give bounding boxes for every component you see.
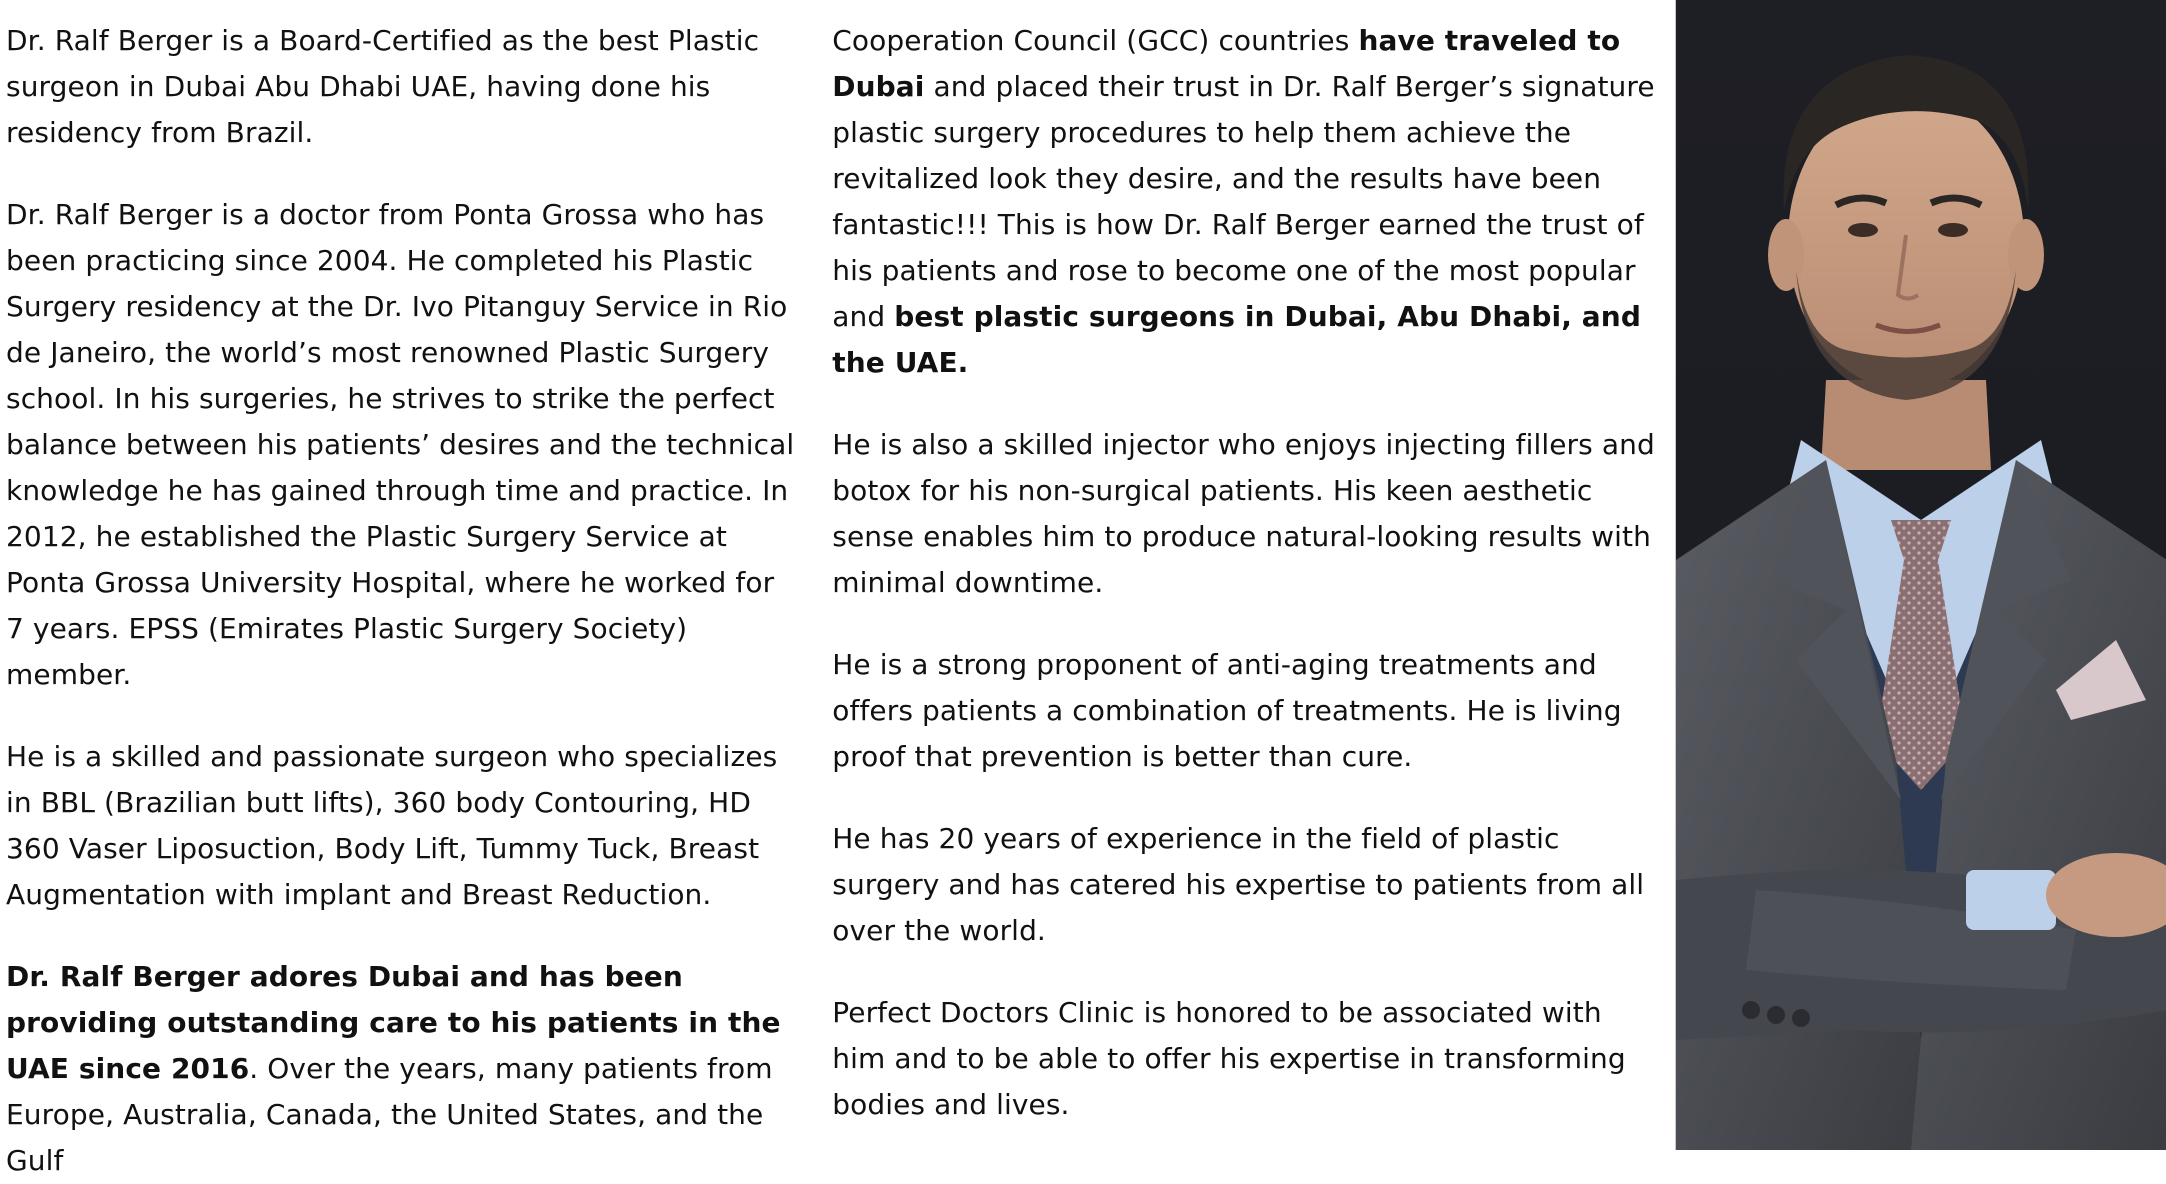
gcc-text-start: Cooperation Council (GCC) countries xyxy=(832,24,1359,57)
bio-paragraph-experience: He has 20 years of experience in the field of plastic surgery and has catered his expertise to patients from all over the world. xyxy=(832,822,1645,947)
bio-paragraph-board-certified: Dr. Ralf Berger is a Board-Certified as the best Plastic surgeon in Dubai Abu Dhabi UAE, having done his residency from Brazil. xyxy=(6,24,760,149)
left-column xyxy=(6,18,804,1184)
bio-paragraph-clinic: Perfect Doctors Clinic is honored to be associated with him and to be able to offer his expertise in transforming bodies and lives. xyxy=(832,996,1626,1121)
bio-paragraph-gcc-trust xyxy=(832,18,1656,386)
doctor-portrait-photo xyxy=(1675,0,2166,1150)
bio-dubai-continued: . Over the years, many patients from Europe, Australia, Canada, the United States, and the Gulf xyxy=(6,1052,773,1177)
bio-paragraph-specialties: He is a skilled and passionate surgeon who specializes in BBL (Brazilian butt lifts), 360 body Contouring, HD 360 Vaser Liposuction, Body Lift, Tummy Tuck, Breast Augmentation with implant and Breast Reduction. xyxy=(6,740,778,911)
best-surgeons-highlight: best plastic surgeons in Dubai, Abu Dhabi, and the UAE. xyxy=(832,300,1641,379)
bio-paragraph-background: Dr. Ralf Berger is a doctor from Ponta Grossa who has been practicing since 2004. He completed his Plastic Surgery residency at the Dr. Ivo Pitanguy Service in Rio de Janeiro, the world’s most renowned Plastic Surgery school. In his surgeries, he strives to strike the perfect balance between his patients’ desires and the technical knowledge he has gained through time and practice. In 2012, he established the Plastic Surgery Service at Ponta Grossa University Hospital, where he worked for 7 years. EPSS (Emirates Plastic Surgery Society) member. xyxy=(6,198,795,691)
gcc-traveled-highlight: have traveled to Dubai xyxy=(832,24,1621,103)
right-column xyxy=(832,18,1656,1184)
bio-paragraph-injector: He is also a skilled injector who enjoys injecting fillers and botox for his non-surgical patients. His keen aesthetic sense enables him to produce natural-looking results with minimal downtime. xyxy=(832,428,1655,599)
gcc-text-middle: and placed their trust in Dr. Ralf Berger’s signature plastic surgery procedures to help them achieve the revitalized look they desire, and the results have been fantastic!!! This is how Dr. Ralf Berger earned the trust of his patients and rose to become one of the most popular and xyxy=(832,70,1655,333)
bio-paragraph-anti-aging: He is a strong proponent of anti-aging treatments and offers patients a combination of treatments. He is living proof that prevention is better than cure. xyxy=(832,648,1622,773)
bio-dubai-highlight: Dr. Ralf Berger adores Dubai and has been providing outstanding care to his patients in the UAE since 2016 xyxy=(6,960,781,1085)
doctor-portrait-icon xyxy=(1676,0,2166,1150)
bio-text-columns xyxy=(6,18,1656,1184)
